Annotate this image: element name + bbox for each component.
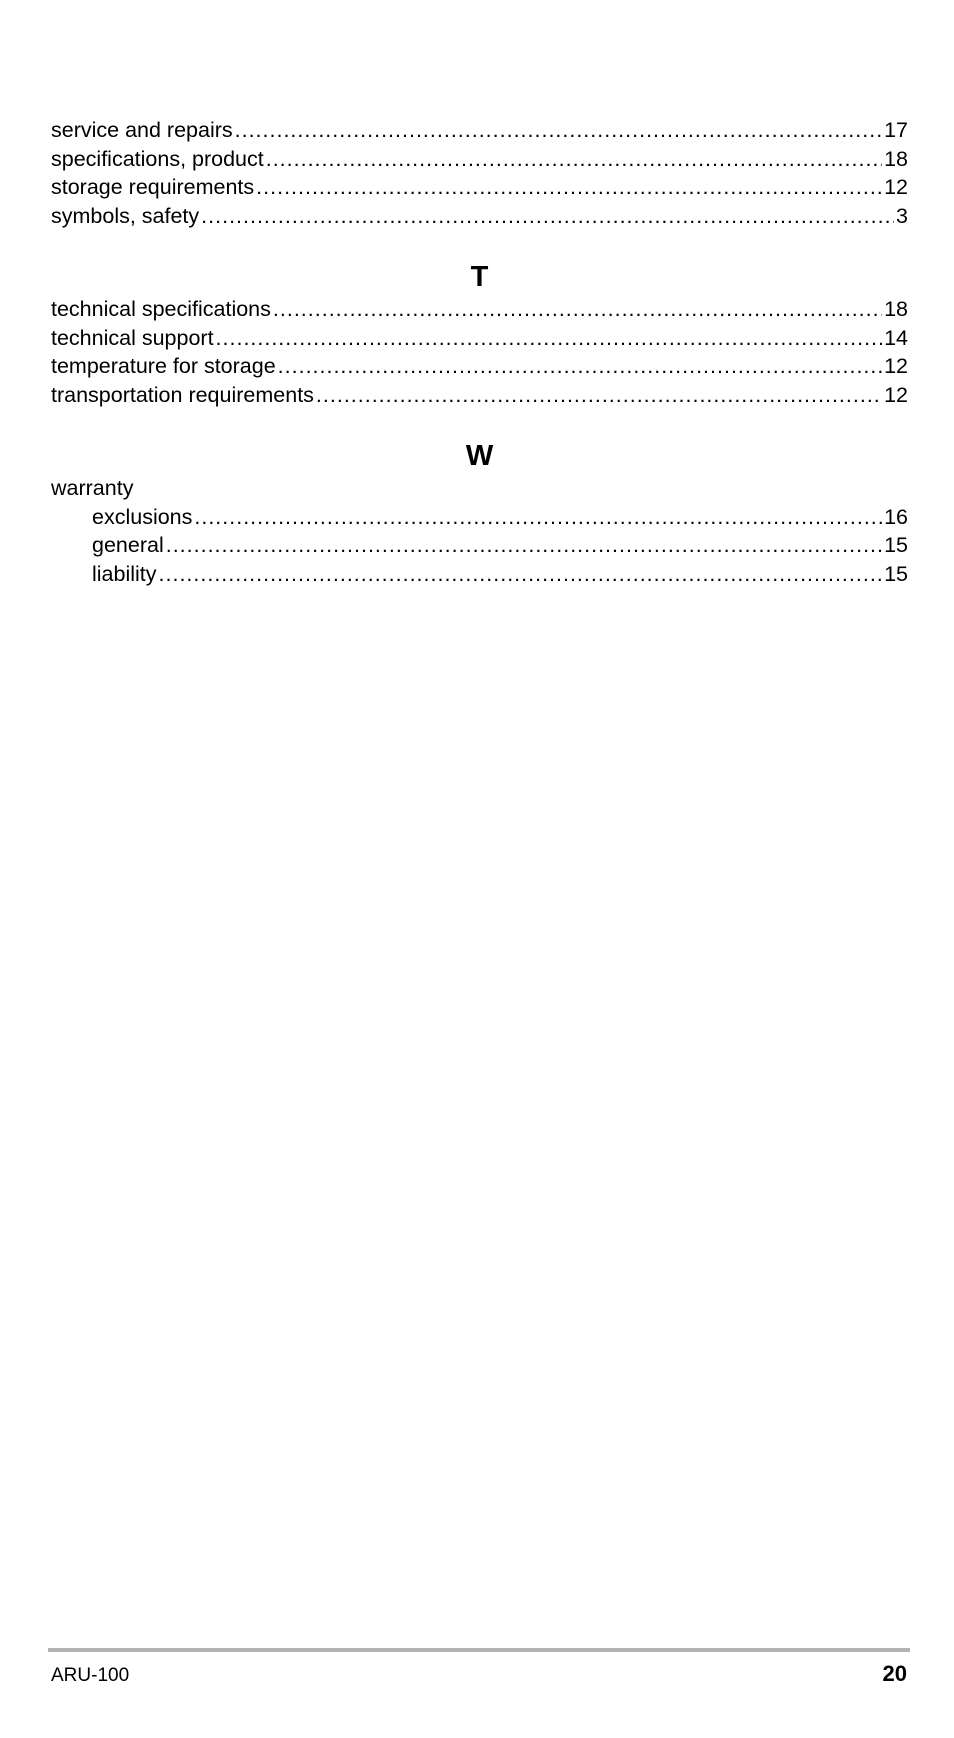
index-entry [51,381,908,410]
index-term: technical support [51,325,214,350]
index-term: liability [92,561,157,586]
index-term: service and repairs [51,118,233,142]
index-term: storage requirements [51,175,255,199]
index-entry [51,173,908,202]
index-list [51,116,908,618]
dot-leader [201,202,894,231]
index-term: temperature for storage [51,354,276,378]
index-term: transportation requirements [51,382,314,407]
index-group-t [51,260,908,409]
index-term: general [92,533,164,557]
index-page-number: 12 [884,354,908,378]
index-letter-heading: W [465,440,494,472]
index-entry [51,352,908,381]
dot-leader [235,116,882,145]
index-page-number: 14 [884,325,908,350]
footer-page-number: 20 [882,1661,907,1686]
index-entry [51,202,908,231]
index-term: specifications, product [51,146,264,171]
index-page-number: 16 [884,504,908,529]
index-term: technical specifications [51,297,271,321]
index-subentry [51,560,908,589]
dot-leader [194,503,882,532]
index-entry [51,324,908,353]
index-term: exclusions [92,504,193,529]
dot-leader [278,352,882,381]
dot-leader [273,295,882,324]
index-page-number: 18 [884,146,908,171]
dot-leader [316,381,882,410]
dot-leader [159,560,883,589]
index-page-number: 12 [884,382,908,407]
index-entry-parent [51,474,908,503]
index-page-number: 18 [884,297,908,321]
footer-product-name: ARU-100 [51,1665,130,1686]
footer-divider [48,1648,910,1652]
index-subentry [51,531,908,560]
index-entry [51,145,908,174]
dot-leader [266,145,882,174]
dot-leader [256,173,882,202]
index-entry [51,116,908,145]
index-page-number: 12 [884,175,908,199]
dot-leader [166,531,882,560]
index-entry [51,295,908,324]
dot-leader [216,324,883,353]
index-page-number: 15 [884,561,908,586]
index-term: warranty [51,476,134,500]
index-page-number: 15 [884,533,908,557]
index-page-number: 3 [896,203,908,228]
index-page-number: 17 [884,118,908,142]
index-group-w [51,439,908,588]
index-term: symbols, safety [51,203,200,228]
index-letter-heading: T [470,261,489,293]
index-group-s [51,116,908,230]
index-subentry [51,503,908,532]
